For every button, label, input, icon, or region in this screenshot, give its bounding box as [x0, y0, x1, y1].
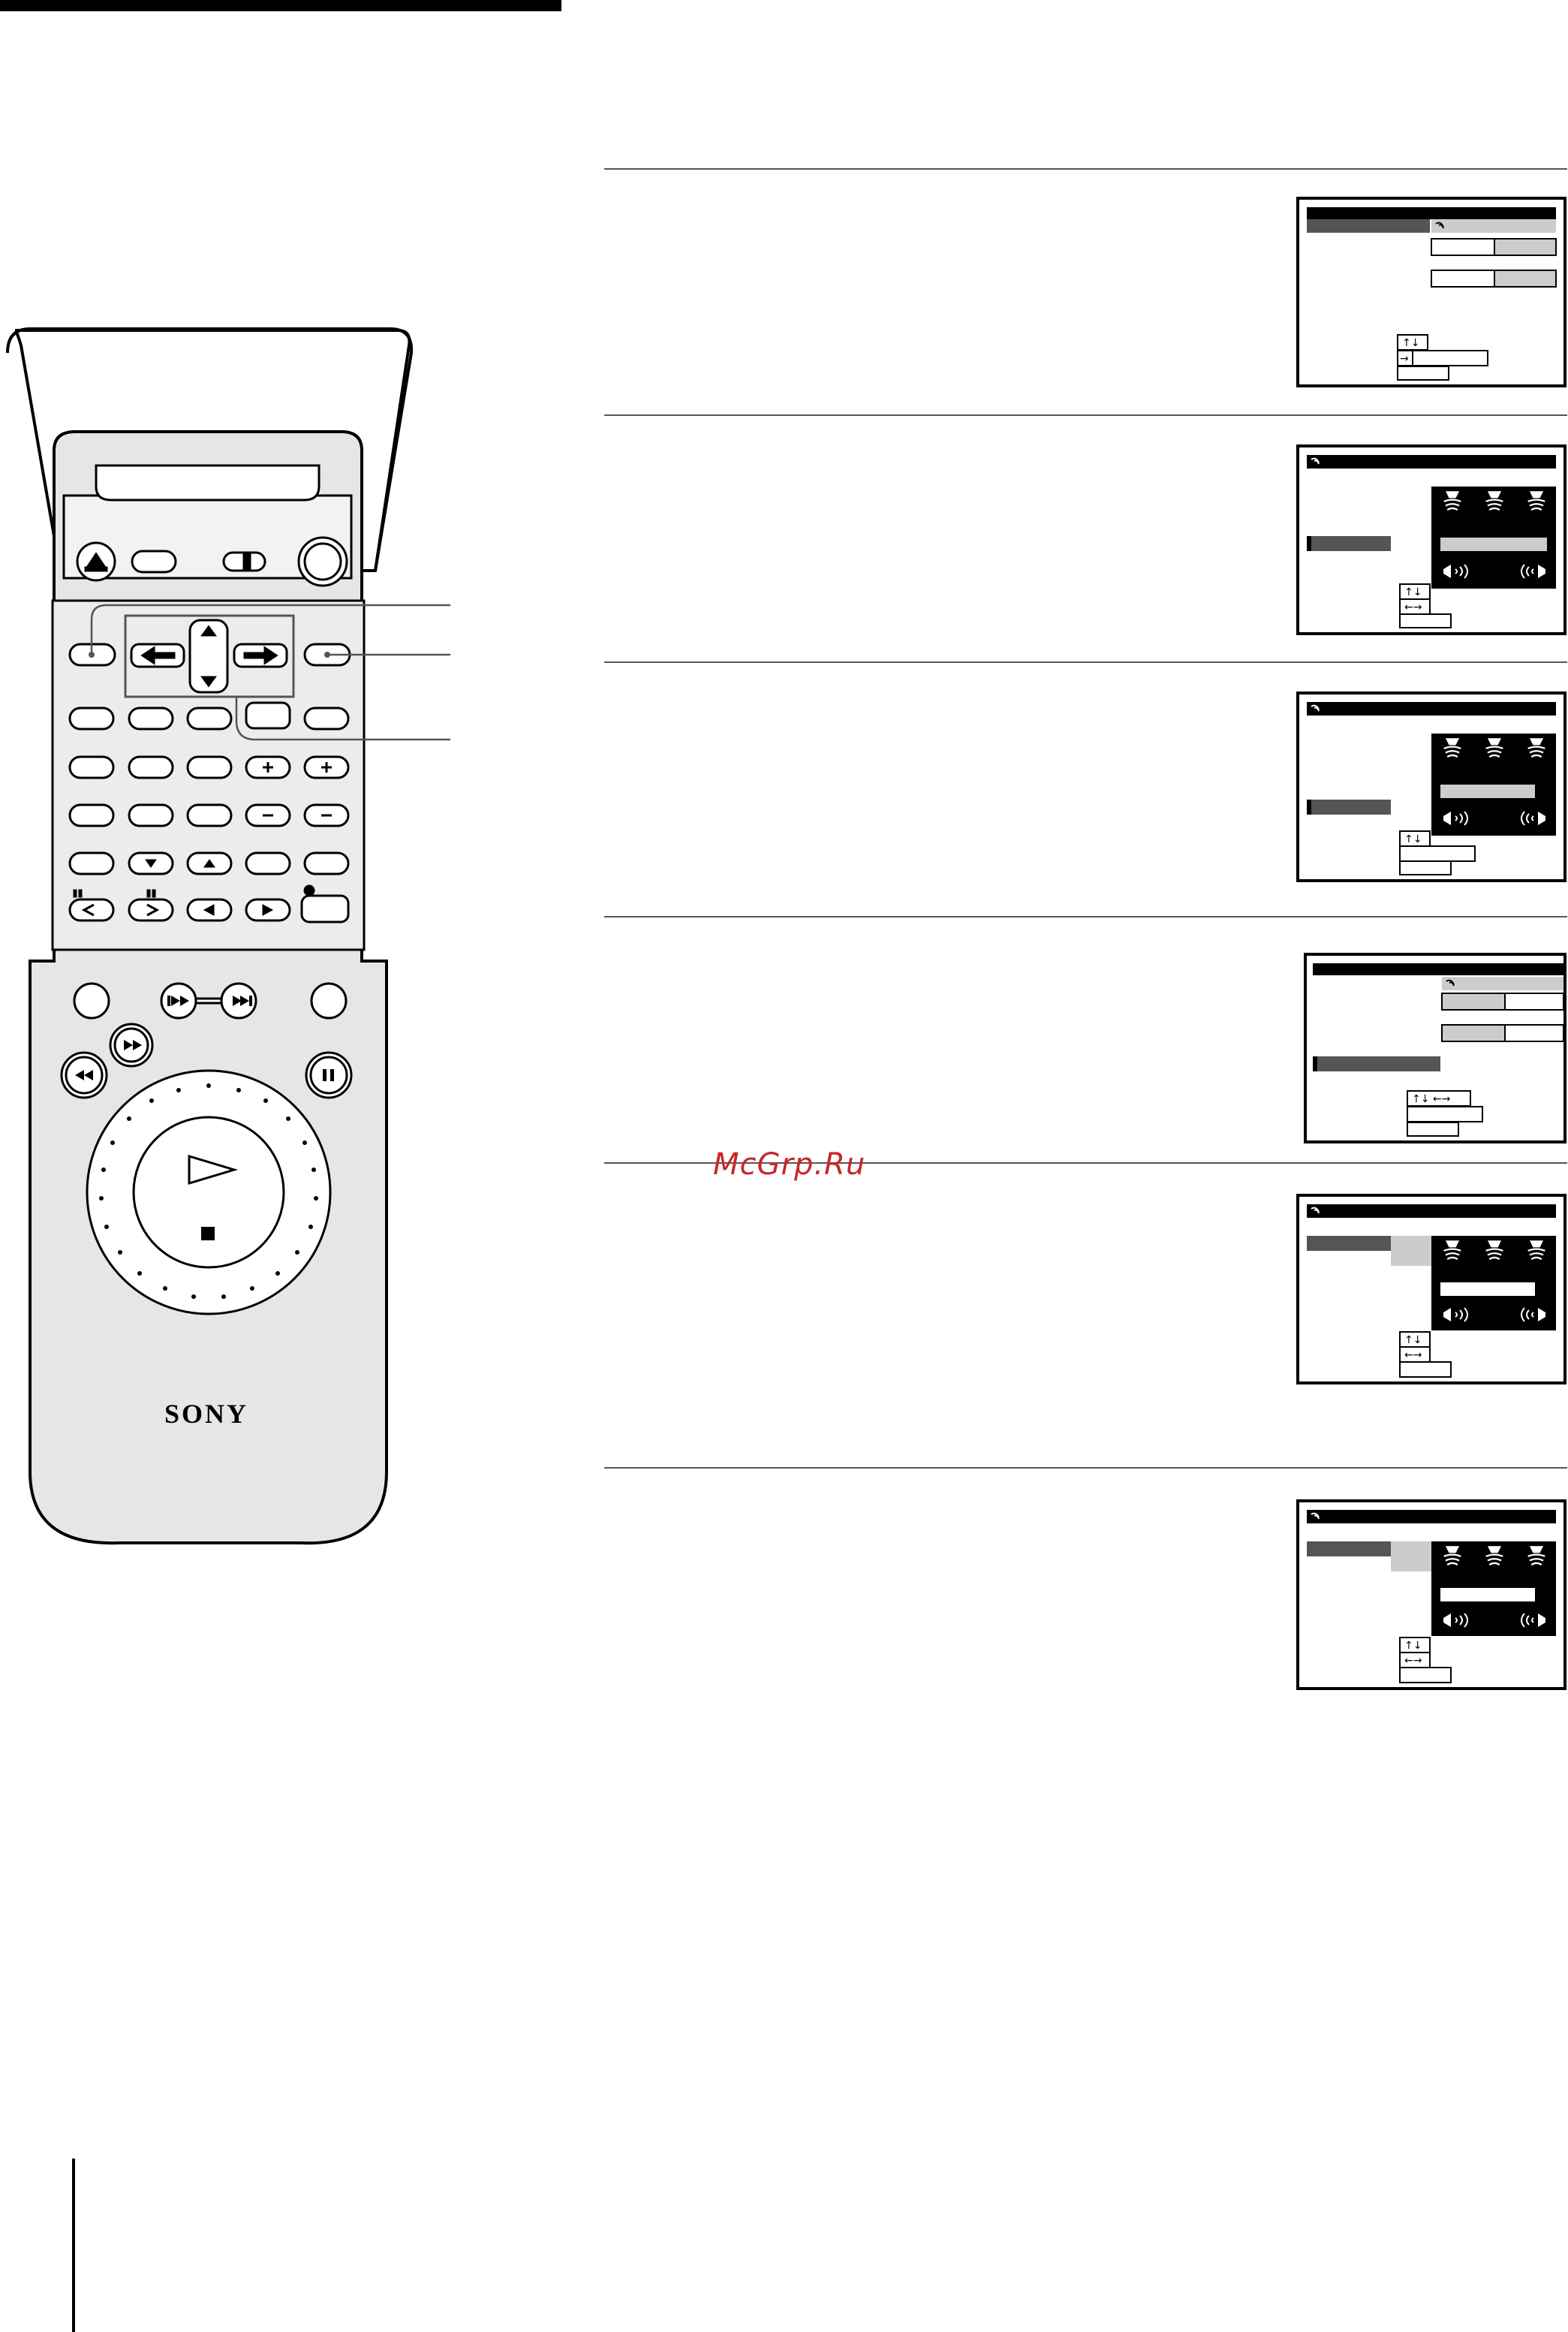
watermark: McGrp.Ru	[713, 1147, 866, 1182]
osd-screen-step-4	[1304, 953, 1566, 1143]
svg-text:↑↓ ←→: ↑↓ ←→	[1412, 1093, 1451, 1105]
svg-text:↑↓: ↑↓	[1404, 586, 1422, 598]
page-margin-rule	[72, 2159, 75, 2332]
section-rule	[604, 916, 1567, 917]
svg-text:→: →	[1400, 353, 1409, 365]
page-header-bar	[0, 0, 561, 11]
osd-screen-step-1	[1296, 197, 1566, 387]
section-rule	[604, 414, 1567, 416]
svg-text:←→: ←→	[1404, 601, 1422, 613]
section-rule	[604, 168, 1567, 170]
osd-screen-step-3	[1296, 691, 1566, 882]
section-rule	[604, 661, 1567, 663]
osd-screen-step-2	[1296, 444, 1566, 635]
section-rule	[604, 1467, 1567, 1469]
svg-text:↑↓: ↑↓	[1404, 1640, 1422, 1652]
osd-screen-step-6	[1296, 1499, 1566, 1690]
osd-screen-step-5	[1296, 1194, 1566, 1384]
brand-logo: SONY	[164, 1399, 249, 1429]
remote-control-illustration	[0, 315, 450, 1554]
svg-text:←→: ←→	[1404, 1655, 1422, 1667]
svg-text:↑↓: ↑↓	[1402, 337, 1420, 349]
svg-text:↑↓: ↑↓	[1404, 833, 1422, 845]
svg-text:↑↓: ↑↓	[1404, 1334, 1422, 1346]
svg-text:←→: ←→	[1404, 1349, 1422, 1361]
